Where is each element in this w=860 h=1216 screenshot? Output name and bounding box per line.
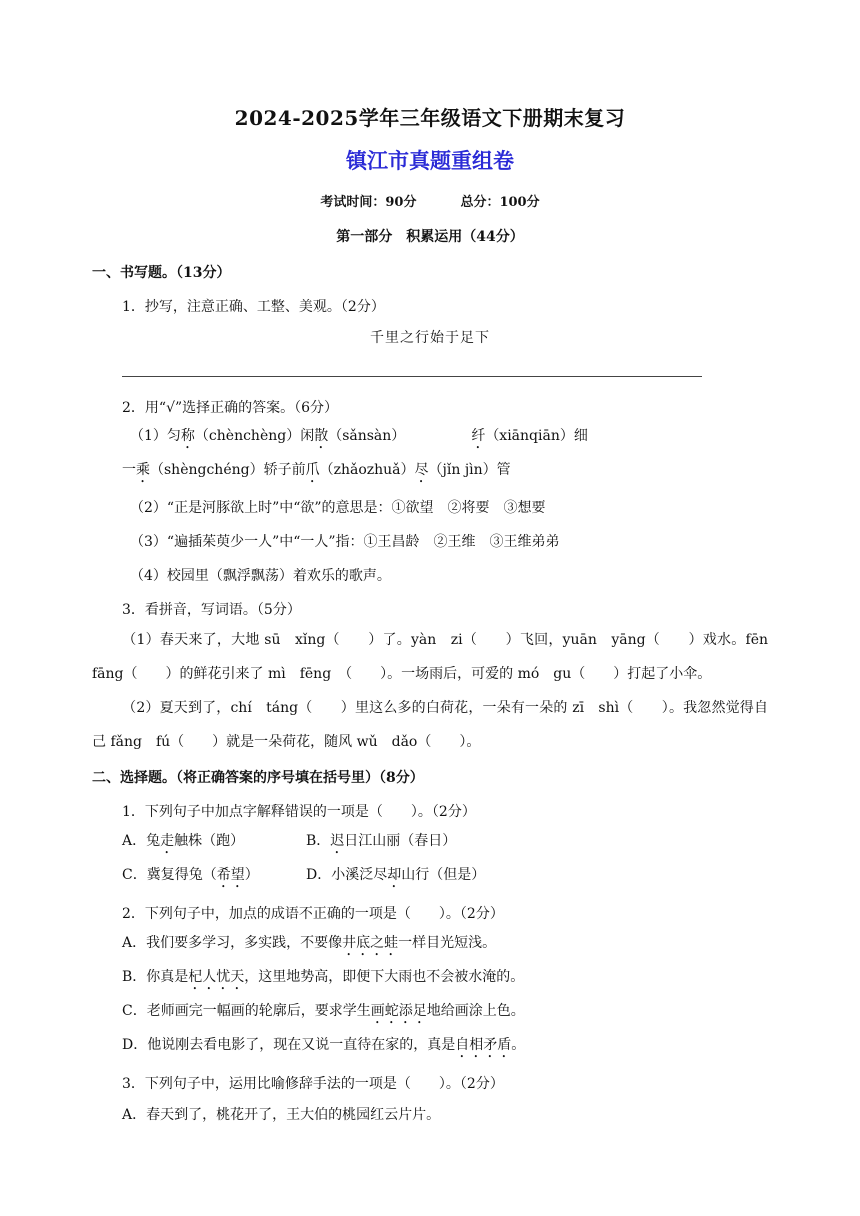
- text: 一样目光短浅。: [398, 935, 497, 951]
- s1-q2-line-5: （4）校园里（飘浮飘荡）着欢乐的歌声。: [130, 568, 391, 584]
- s1-q2-line-1: [130, 425, 588, 452]
- dotted-idiom: 自相矛盾: [455, 1037, 512, 1053]
- paragraph-text: （2）夏天到了，chí táng（ ）里这么多的白荷花，一朵有一朵的 zī shì（ ）。我忽然觉得自己 fǎng fú（ ）就是一朵荷花，随风 wǔ dǎo（ ）。: [92, 700, 768, 750]
- s2-q3-prompt: 3．下列句子中，运用比喻修辞手法的一项是（ ）。（2分）: [122, 1076, 504, 1092]
- text: （jǐn jìn）管: [428, 462, 511, 478]
- s2-q2-option-d: [122, 1034, 525, 1061]
- dotted-char: 迟: [330, 833, 345, 849]
- text: 触株（跑）: [174, 833, 245, 849]
- section-2-heading: 二、选择题。（将正确答案的序号填在括号里）（8分）: [92, 770, 424, 786]
- text: 山行（但是）: [401, 867, 486, 883]
- dotted-char: 爪: [305, 462, 320, 478]
- dotted-idiom: 画蛇添足: [370, 1003, 427, 1019]
- exam-total: 总分：100分: [460, 195, 540, 210]
- text: D．小溪泛尽: [306, 867, 388, 883]
- exam-meta: [0, 191, 860, 210]
- part-heading: 第一部分 积累运用（44分）: [336, 229, 524, 245]
- exam-subtitle: 镇江市真题重组卷: [346, 148, 514, 173]
- s2-q2-prompt: 2．下列句子中，加点的成语不正确的一项是（ ）。（2分）: [122, 906, 504, 922]
- text: 。: [511, 1037, 526, 1053]
- text: B．你真是: [122, 969, 189, 985]
- s2-q1-option-c: [122, 864, 259, 891]
- dotted-char: 乘: [136, 462, 150, 478]
- s1-q2-line-3: （2）“正是河豚欲上时”中“欲”的意思是：①欲望 ②将要 ③想要: [130, 500, 546, 516]
- s1-q2-line-2: [122, 459, 511, 486]
- text: 日江山丽（春日）: [344, 833, 457, 849]
- s2-q2-option-c: [122, 1000, 525, 1027]
- text: （sǎnsàn）: [328, 428, 406, 444]
- s1-q1-copy-text: 千里之行始于足下: [370, 330, 490, 346]
- s1-q3-prompt: 3．看拼音，写词语。（5分）: [122, 602, 301, 618]
- s2-q1-option-a: [122, 830, 244, 857]
- dotted-char: 尽: [414, 462, 429, 478]
- text: （zhǎozhuǎ）: [319, 462, 415, 478]
- dotted-char: 散: [314, 428, 329, 444]
- dotted-char: 称: [180, 428, 195, 444]
- text: C．冀复得兔（: [122, 867, 217, 883]
- text: （chènchèng）闲: [194, 428, 315, 444]
- s2-q3-option-a: A．春天到了，桃花开了，王大伯的桃园红云片片。: [122, 1107, 441, 1123]
- text: ，这里地势高，即便下大雨也不会被水淹的。: [244, 969, 525, 985]
- s2-q2-option-a: [122, 932, 496, 959]
- dotted-char: 希望: [216, 867, 245, 883]
- text: （1）匀: [130, 428, 181, 444]
- text: （shèngchéng）轿子前: [150, 462, 306, 478]
- s1-q3-paragraph-2: [92, 691, 768, 759]
- dotted-char: 走: [160, 833, 175, 849]
- dotted-char: 却: [387, 867, 402, 883]
- s2-q2-option-b: [122, 966, 524, 993]
- text: C．老师画完一幅画的轮廓后，要求学生: [122, 1003, 371, 1019]
- dotted-idiom: 杞人忧天: [188, 969, 245, 985]
- paragraph-text: （1）春天来了，大地 sū xǐng（ ）了。yàn zi（ ）飞回，yuān yāng（ ）戏水。fēn fāng（ ）的鲜花引来了 mì fēng （ ）。一场雨后，可爱的 mó gu（ ）打起了小伞。: [92, 632, 782, 682]
- dotted-char: 纤: [471, 428, 486, 444]
- s1-q2-line-4: （3）“遍插茱萸少一人”中“一人”指：①王昌龄 ②王维 ③王维弟弟: [130, 534, 560, 550]
- text: A．我们要多学习，多实践，不要像: [122, 935, 343, 951]
- text: ）: [244, 867, 259, 883]
- section-1-heading: 一、书写题。（13分）: [92, 265, 231, 281]
- writing-line: [122, 376, 702, 377]
- s2-q1-option-b: [306, 830, 456, 857]
- s1-q1-prompt: 1．抄写，注意正确、工整、美观。（2分）: [122, 299, 385, 315]
- s2-q1-prompt: 1．下列句子中加点字解释错误的一项是（ ）。（2分）: [122, 804, 476, 820]
- text: A．兔: [122, 833, 161, 849]
- s2-q1-option-d: [306, 864, 485, 891]
- text: 地给画涂上色。: [426, 1003, 525, 1019]
- dotted-idiom: 井底之蛙: [342, 935, 399, 951]
- exam-title: 2024-2025学年三年级语文下册期末复习: [234, 106, 626, 130]
- text: 一: [122, 462, 136, 478]
- text: （xiānqiān）细: [485, 428, 588, 444]
- exam-time: 考试时间：90分: [320, 195, 417, 210]
- s1-q2-prompt: 2．用“√”选择正确的答案。（6分）: [122, 400, 339, 416]
- s1-q3-paragraph-1: [92, 623, 782, 691]
- text: B．: [306, 833, 331, 849]
- text: D．他说刚去看电影了，现在又说一直待在家的，真是: [122, 1037, 456, 1053]
